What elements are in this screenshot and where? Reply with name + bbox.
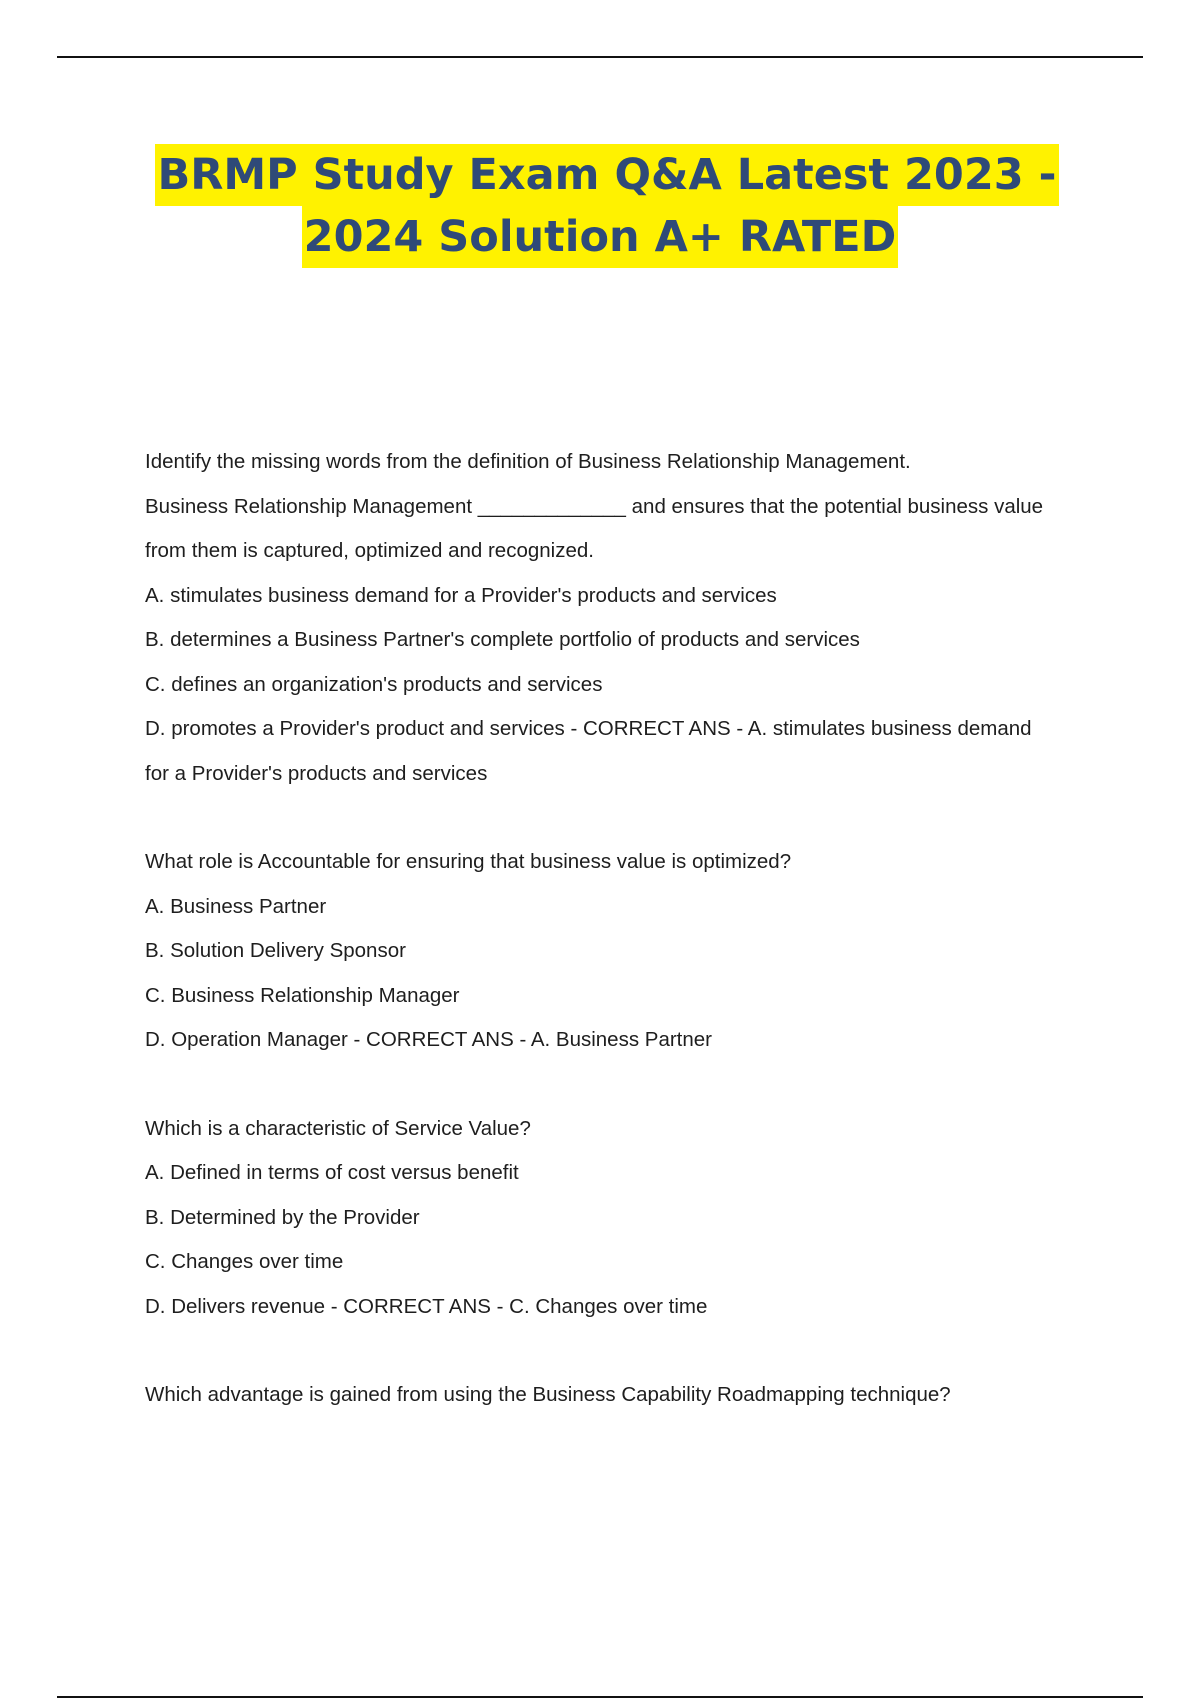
question-2-option-c: C. Business Relationship Manager [145,983,460,1007]
question-1-option-a: A. stimulates business demand for a Provider's products and services [145,583,777,607]
question-3-option-c: C. Changes over time [145,1250,344,1273]
qa-content [145,440,1095,1462]
question-2-option-a: A. Business Partner [145,894,327,918]
question-2-option-d-answer: D. Operation Manager - CORRECT ANS - A. Business Partner [145,1028,713,1051]
question-3-text: Which is a characteristic of Service Value? [145,1116,531,1140]
question-block-4 [145,1373,1095,1418]
question-1-option-d-answer: D. promotes a Provider's product and services - CORRECT ANS - A. stimulates business demand [145,717,1032,740]
question-3-option-a: A. Defined in terms of cost versus benefit [145,1161,519,1184]
bottom-horizontal-rule [57,1696,1143,1698]
question-3-option-d-answer: D. Delivers revenue - CORRECT ANS - C. Changes over time [145,1294,708,1318]
question-2-option-b: B. Solution Delivery Sponsor [145,939,406,962]
document-title [0,144,1200,268]
question-1-answer-continued: for a Provider's products and services [145,761,488,785]
title-line-1: BRMP Study Exam Q&A Latest 2023 - [155,144,1058,206]
question-block-2 [145,840,1095,1063]
question-1-text-line-3: from them is captured, optimized and recognized. [145,539,594,562]
question-1-option-c: C. defines an organization's products and services [145,672,603,696]
question-2-text: What role is Accountable for ensuring that business value is optimized? [145,850,792,873]
question-1-text-line-2: Business Relationship Management _____________ and ensures that the potential business value [145,494,1044,518]
question-4-text: Which advantage is gained from using the Business Capability Roadmapping technique? [145,1383,951,1406]
title-line-2: 2024 Solution A+ RATED [302,206,899,268]
question-1-option-b: B. determines a Business Partner's complete portfolio of products and services [145,628,860,651]
question-3-option-b: B. Determined by the Provider [145,1205,420,1229]
question-block-1 [145,440,1095,796]
question-1-text-line-1: Identify the missing words from the definition of Business Relationship Management. [145,450,911,473]
top-horizontal-rule [57,56,1143,58]
question-block-3 [145,1107,1095,1330]
